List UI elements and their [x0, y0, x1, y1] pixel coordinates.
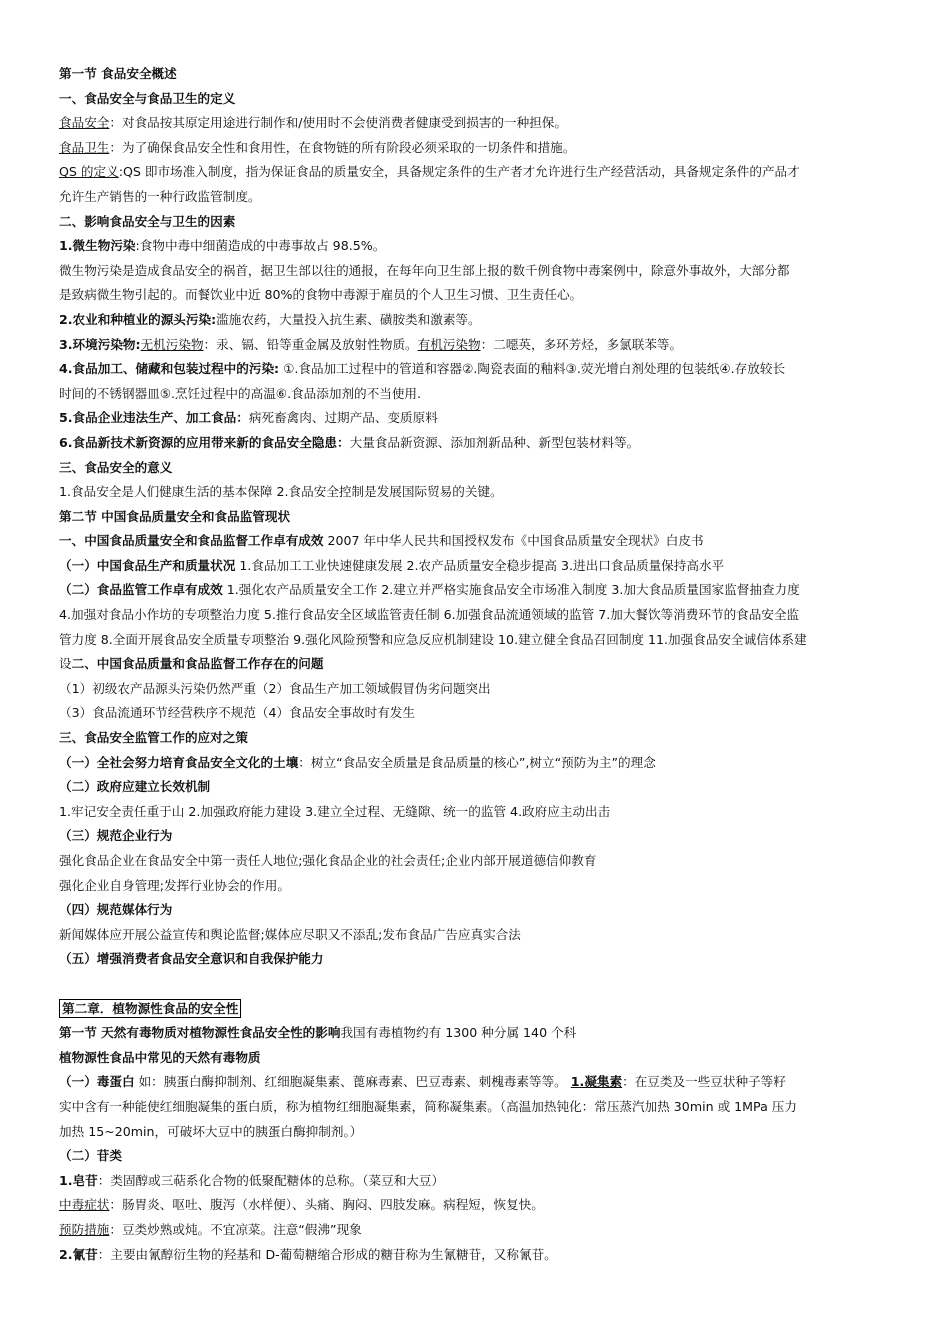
text-run: 第一节 食品安全概述 — [59, 66, 177, 81]
text-line — [59, 382, 894, 407]
text-run: ：汞、镉、铅等重金属及放射性物质。 — [203, 336, 418, 352]
text-run: 第一节 天然有毒物质对植物源性食品安全性的影响 — [59, 1025, 341, 1041]
text-run: 1.微生物污染 — [59, 238, 136, 254]
text-run: 1.食品安全是人们健康生活的基本保障 2.食品安全控制是发展国际贸易的关键。 — [59, 484, 503, 500]
text-run: 一、食品安全与食品卫生的定义 — [59, 90, 236, 106]
text-run: 强化食品企业在食品安全中第一责任人地位;强化食品企业的社会责任;企业内部开展道德信仰教育 — [59, 853, 597, 868]
text-run: 1.强化农产品质量安全工作 2.建立并严格实施食品安全市场准入制度 3.加大食品质量国家监督抽查力度 — [222, 582, 800, 598]
text-run: ：树立“食品安全质量是食品质量的核心”,树立“预防为主”的理念 — [298, 754, 656, 770]
text-run: 3.环境污染物: — [59, 336, 141, 352]
text-run: 时间的不锈钢器皿⑤.烹饪过程中的高温⑥.食品添加剂的不当使用. — [59, 385, 422, 401]
text-run: 加热 15~20min，可破坏大豆中的胰蛋白酶抑制剂。） — [59, 1123, 363, 1139]
text-run: ：在豆类及一些豆状种子等籽 — [622, 1074, 786, 1090]
text-run: ：肠胃炎、呕吐、腹泻（水样便）、头痛、胸闷、四肢发麻。病程短，恢复快。 — [109, 1197, 544, 1213]
text-line — [59, 1169, 894, 1194]
text-run: 5.食品企业违法生产、加工食品： — [59, 410, 249, 426]
text-line — [59, 997, 894, 1022]
text-line — [59, 972, 894, 997]
text-line — [59, 1243, 894, 1268]
text-run: 无机污染物 — [140, 336, 204, 352]
text-line — [59, 357, 894, 382]
text-run: （二）食品监管工作卓有成效 — [59, 582, 223, 598]
text-line — [59, 923, 894, 948]
text-run: （1）初级农产品源头污染仍然严重（2）食品生产加工领域假冒伪劣问题突出 — [59, 680, 491, 696]
text-line — [59, 111, 894, 136]
text-run: 1.皂苷 — [59, 1172, 98, 1188]
text-line — [59, 185, 894, 210]
text-run: 管力度 8.全面开展食品安全质量专项整治 9.强化风险预警和应急反应机制建设 10.建立健全食品召回制度 11.加强食品安全诚信体系建 — [59, 631, 807, 647]
text-line — [59, 874, 894, 899]
text-run: ：为了确保食品安全性和食用性，在食物链的所有阶段必须采取的一切条件和措施。 — [109, 139, 576, 155]
text-run: QS 的定义 — [59, 164, 119, 180]
text-line — [59, 775, 894, 800]
text-run: （二）苷类 — [59, 1148, 122, 1164]
text-run: 4.加强对食品小作坊的专项整治力度 5.推行食品安全区域监管责任制 6.加强食品流通领域的监管 7.加大餐饮等消费环节的食品安全监 — [59, 607, 800, 623]
text-run: （一）毒蛋白 — [59, 1074, 135, 1090]
text-line — [59, 160, 894, 185]
text-line — [59, 87, 894, 112]
text-line — [59, 554, 894, 579]
text-run: 一、中国食品质量安全和食品监督工作卓有成效 — [59, 533, 324, 549]
text-run: （3）食品流通环节经营秩序不规范（4）食品安全事故时有发生 — [59, 705, 416, 721]
text-run: 中毒症状 — [59, 1197, 110, 1213]
text-line — [59, 62, 894, 87]
text-run: 设 — [59, 656, 72, 672]
text-run: ：主要由氰醇衍生物的羟基和 D-葡萄糖缩合形成的糖苷称为生氰糖苷，又称氰苷。 — [97, 1246, 557, 1262]
text-line — [59, 136, 894, 161]
text-line — [59, 529, 894, 554]
text-run: 三、食品安全监管工作的应对之策 — [59, 730, 248, 746]
text-run: 6.食品新技术新资源的应用带来新的食品安全隐患： — [59, 434, 350, 450]
text-line — [59, 1046, 894, 1071]
text-run: 三、食品安全的意义 — [59, 459, 173, 475]
text-run: 2.农业和种植业的源头污染: — [59, 311, 217, 327]
text-run: ：二噁英，多环芳烃，多氯联苯等。 — [480, 336, 683, 352]
text-line — [59, 603, 894, 628]
text-line — [59, 406, 894, 431]
text-run: 1.凝集素 — [570, 1074, 623, 1090]
text-run: 4.食品加工、储藏和包装过程中的污染: — [59, 361, 280, 377]
text-run: 食品安全 — [59, 115, 110, 131]
text-line — [59, 234, 894, 259]
text-run: （二）政府应建立长效机制 — [59, 779, 211, 795]
text-run: ：对食品按其原定用途进行制作和/使用时不会使消费者健康受到损害的一种担保。 — [109, 115, 567, 131]
text-run: 大量食品新资源、添加剂新品种、新型包装材料等。 — [349, 434, 640, 450]
text-run: 第二章．植物源性食品的安全性 — [59, 999, 241, 1018]
text-run: 微生物污染是造成食品安全的祸首，据卫生部以往的通报，在每年向卫生部上报的数千例食物中毒案例中，除意外事故外，大部分都 — [59, 262, 790, 278]
text-line — [59, 480, 894, 505]
text-run: 如：胰蛋白酶抑制剂、红细胞凝集素、蓖麻毒素、巴豆毒素、刺槐毒素等等。 — [134, 1074, 571, 1090]
text-line — [59, 726, 894, 751]
text-run: 第二节 中国食品质量安全和食品监管现状 — [59, 508, 291, 524]
text-run: 滥施农药，大量投入抗生素、磺胺类和激素等。 — [216, 311, 481, 327]
text-run: 允许生产销售的一种行政监管制度。 — [59, 188, 261, 204]
text-line — [59, 578, 894, 603]
text-run: （五）增强消费者食品安全意识和自我保护能力 — [59, 951, 324, 967]
text-line — [59, 259, 894, 284]
text-line — [59, 849, 894, 874]
text-line — [59, 283, 894, 308]
text-line — [59, 456, 894, 481]
text-run: 植物源性食品中常见的天然有毒物质 — [59, 1049, 261, 1065]
text-line — [59, 1095, 894, 1120]
text-run: ：类固醇或三萜系化合物的低聚配糖体的总称。（菜豆和大豆） — [97, 1172, 445, 1188]
text-run: （四）规范媒体行为 — [59, 902, 173, 918]
text-run: 有机污染物 — [417, 336, 481, 352]
text-line — [59, 308, 894, 333]
text-line — [59, 751, 894, 776]
text-line — [59, 701, 894, 726]
text-line — [59, 824, 894, 849]
text-run: （一）中国食品生产和质量状况 — [59, 557, 236, 573]
text-line — [59, 1120, 894, 1145]
text-line — [59, 210, 894, 235]
text-line — [59, 1021, 894, 1046]
text-run: 强化企业自身管理;发挥行业协会的作用。 — [59, 877, 290, 893]
text-line — [59, 431, 894, 456]
text-run: （三）规范企业行为 — [59, 828, 173, 844]
text-line — [59, 1144, 894, 1169]
text-run: 二、中国食品质量和食品监督工作存在的问题 — [71, 656, 324, 672]
text-run: 1.牢记安全责任重于山 2.加强政府能力建设 3.建立全过程、无缝隙、统一的监管 4.政府应主动出击 — [59, 803, 611, 819]
text-run: 预防措施 — [59, 1221, 110, 1237]
text-run: ①.食品加工过程中的管道和容器②.陶瓷表面的釉料③.荧光增白剂处理的包装纸④.存放较长 — [279, 361, 786, 377]
text-line — [59, 652, 894, 677]
text-run: :食物中毒中细菌造成的中毒事故占 98.5%。 — [135, 238, 386, 254]
text-run: 食品卫生 — [59, 139, 110, 155]
text-line — [59, 1070, 894, 1095]
text-line — [59, 505, 894, 530]
text-run: 病死畜禽肉、过期产品、变质原料 — [248, 410, 438, 426]
text-line — [59, 947, 894, 972]
text-run: :QS 即市场准入制度，指为保证食品的质量安全，具备规定条件的生产者才允许进行生产经营活动，具备规定条件的产品才 — [118, 164, 800, 180]
text-line — [59, 333, 894, 358]
text-line — [59, 1193, 894, 1218]
text-run: 1.食品加工工业快速健康发展 2.农产品质量安全稳步提高 3.进出口食品质量保持高水平 — [235, 557, 725, 573]
text-line — [59, 898, 894, 923]
text-run: 二、影响食品安全与卫生的因素 — [59, 213, 236, 229]
text-line — [59, 628, 894, 653]
text-run: ：豆类炒熟或炖。不宜凉菜。注意“假沸”现象 — [109, 1221, 362, 1237]
text-run: 2.氰苷 — [59, 1246, 98, 1262]
text-line — [59, 800, 894, 825]
text-run: 是致病微生物引起的。而餐饮业中近 80%的食物中毒源于雇员的个人卫生习惯、卫生责任心。 — [59, 287, 583, 303]
text-run: 2007 年中华人民共和国授权发布《中国食品质量安全现状》白皮书 — [323, 533, 704, 549]
text-run: 实中含有一种能使红细胞凝集的蛋白质，称为植物红细胞凝集素，简称凝集素。（高温加热钝化：常压蒸汽加热 30min 或 1MPa 压力 — [59, 1098, 797, 1114]
text-line — [59, 1218, 894, 1243]
text-run: 新闻媒体应开展公益宣传和舆论监督;媒体应尽职又不添乱;发布食品广告应真实合法 — [59, 926, 521, 942]
text-line — [59, 677, 894, 702]
text-run: （一）全社会努力培育食品安全文化的土壤 — [59, 754, 299, 770]
text-run: 我国有毒植物约有 1300 种分属 140 个科 — [340, 1025, 577, 1041]
